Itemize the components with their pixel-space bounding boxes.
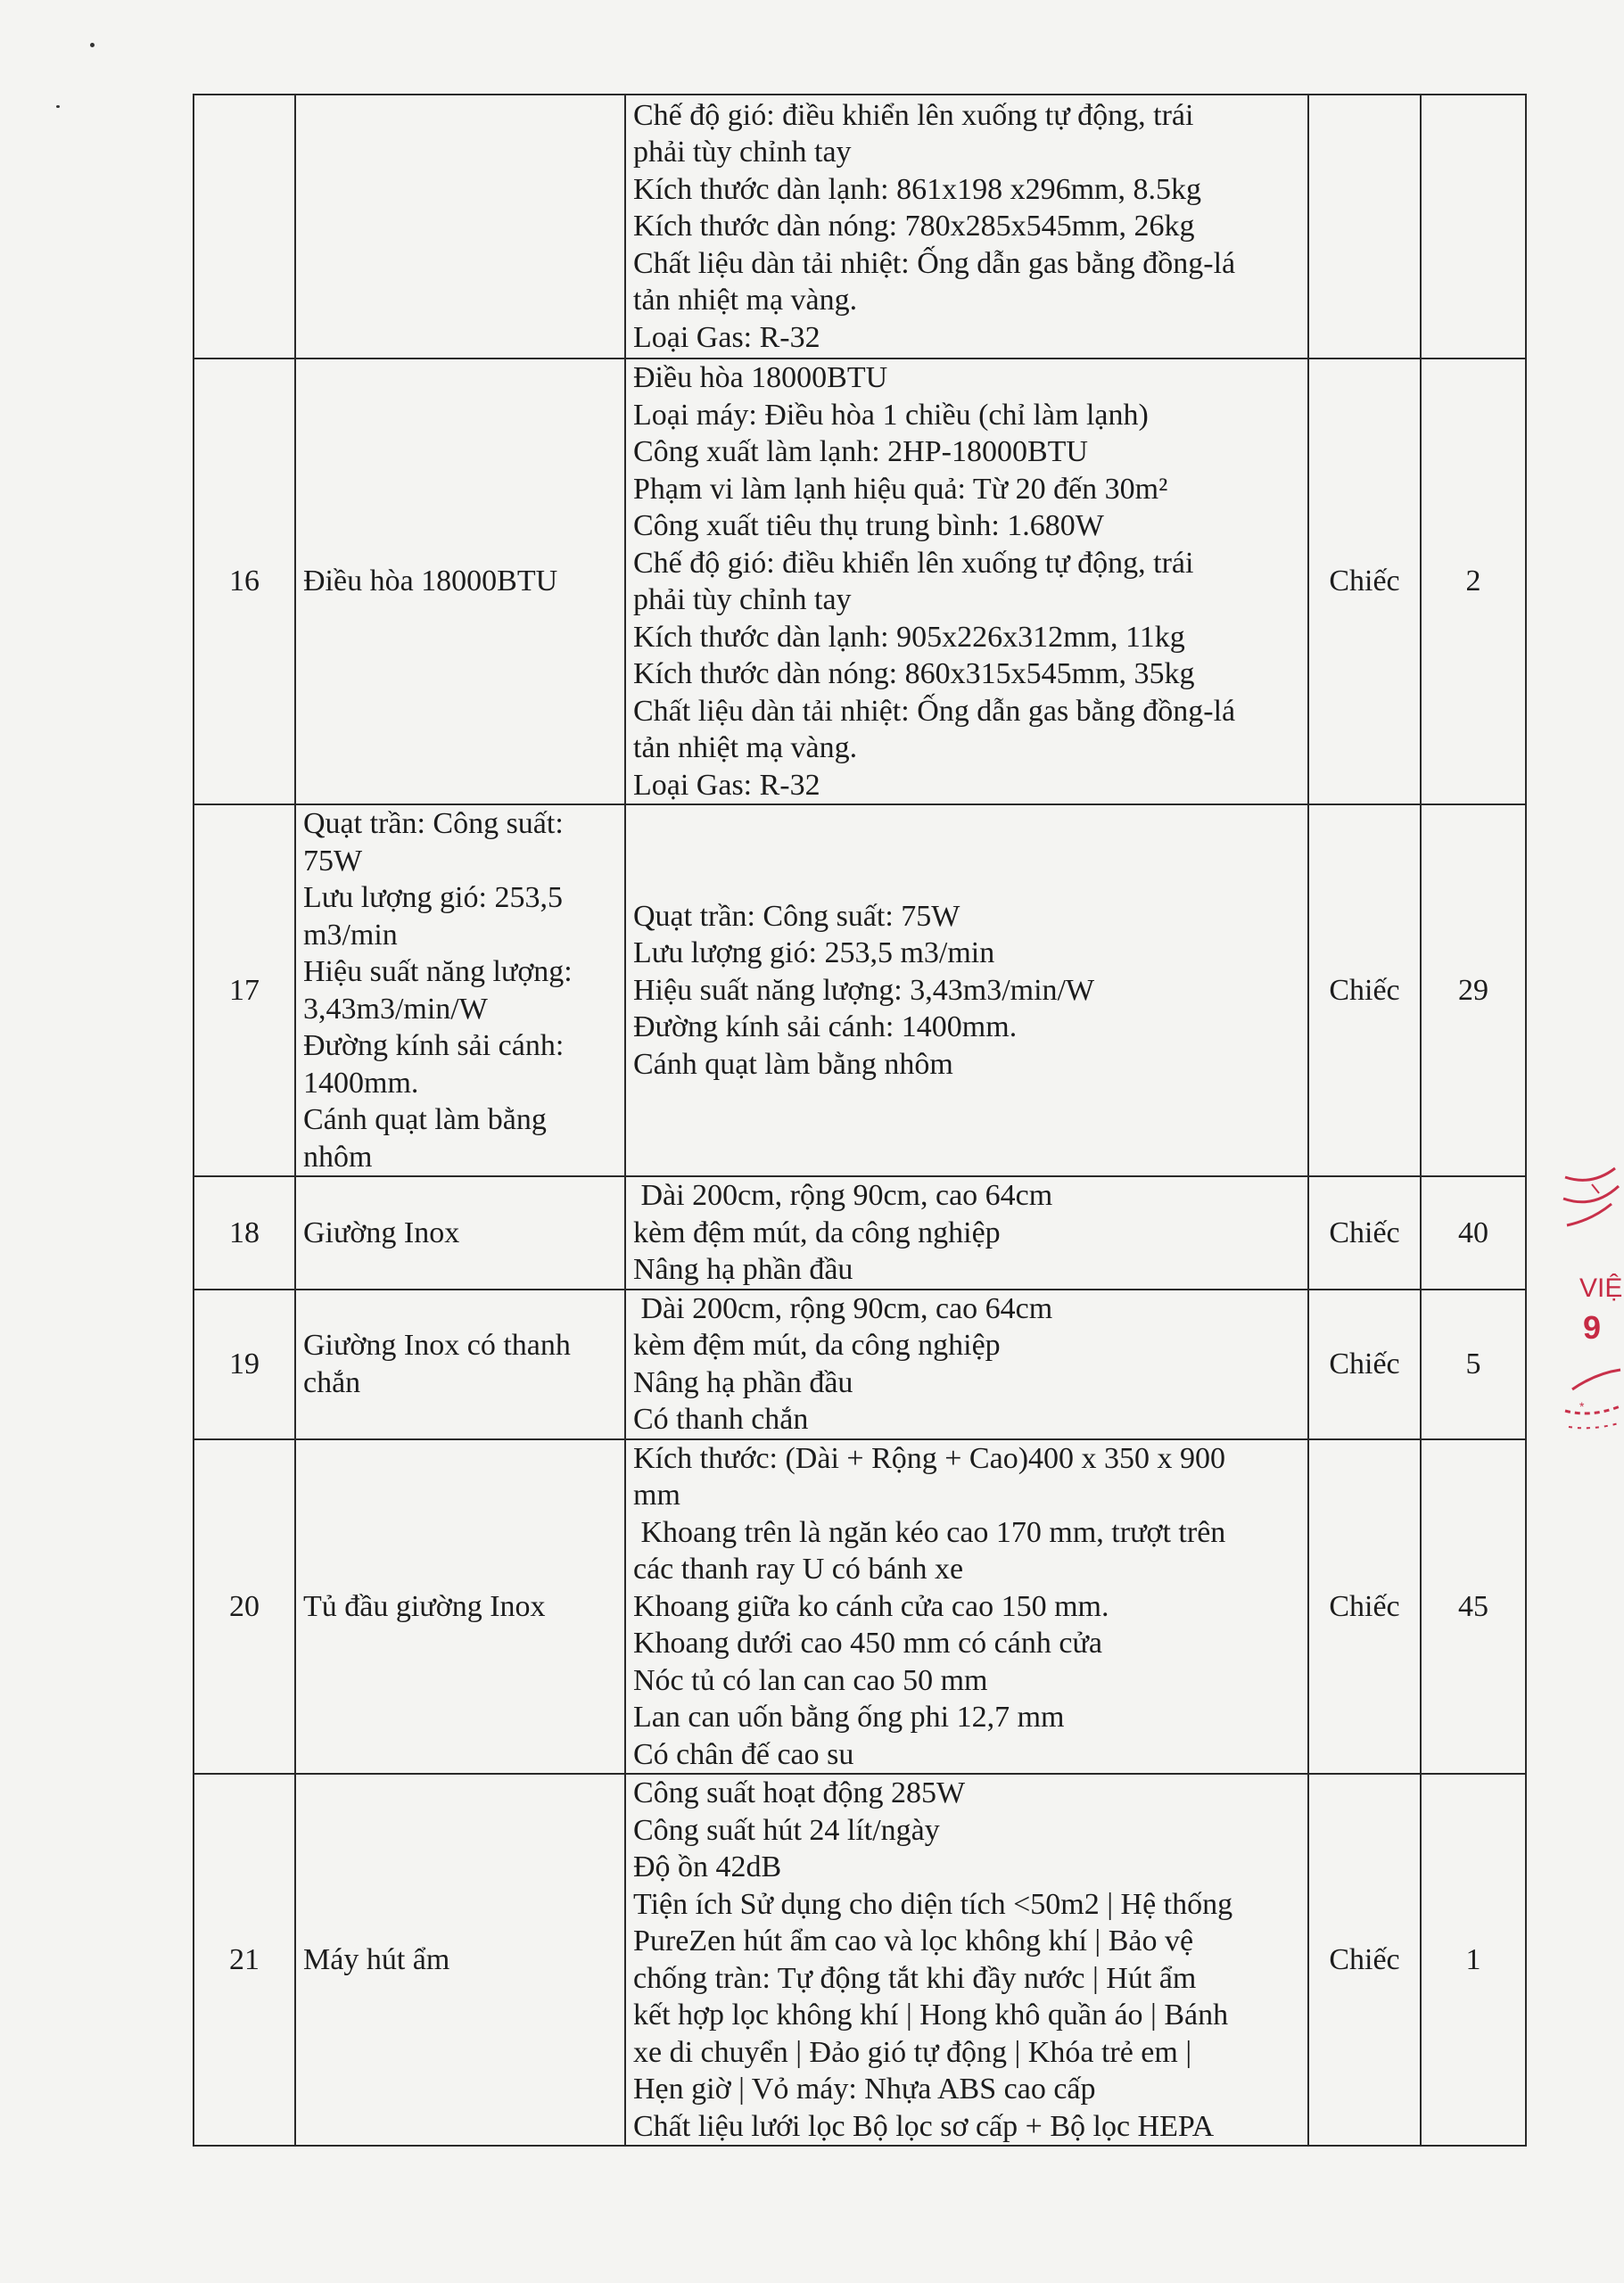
table-row [194, 1290, 1526, 1439]
desc-line: Công xuất làm lạnh: 2HP-18000BTU [633, 435, 1088, 468]
name-cell [295, 359, 625, 804]
desc-line: Khoang giữa ko cánh cửa cao 150 mm. [633, 1589, 1109, 1623]
table-row [194, 1439, 1526, 1775]
desc-line: Kích thước: (Dài + Rộng + Cao)400 x 350 x 900 [633, 1441, 1226, 1475]
desc-line: Nóc tủ có lan can cao 50 mm [633, 1663, 988, 1697]
desc-line: Chất liệu lưới lọc Bộ lọc sơ cấp + Bộ lọc HEPA [633, 2109, 1215, 2143]
desc-line: Hiệu suất năng lượng: 3,43m3/min/W [633, 973, 1095, 1007]
svg-text:*: * [1579, 1399, 1585, 1413]
unit-cell: Chiếc [1308, 1290, 1421, 1439]
table-row [194, 1176, 1526, 1290]
desc-line: Kích thước dàn lạnh: 905x226x312mm, 11kg [633, 620, 1185, 654]
unit-cell: Chiếc [1308, 1439, 1421, 1775]
name-cell [295, 1176, 625, 1290]
desc-line: Đường kính sải cánh: 1400mm. [633, 1010, 1018, 1044]
desc-line: Kích thước dàn lạnh: 861x198 x296mm, 8.5kg [633, 172, 1202, 206]
name-cell [295, 1290, 625, 1439]
stt-cell: 18 [194, 1176, 295, 1290]
desc-line: Cánh quạt làm bằng nhôm [633, 1047, 953, 1081]
desc-line: Điều hòa 18000BTU [633, 361, 888, 394]
stt-cell: 21 [194, 1774, 295, 2146]
name-cell [295, 1774, 625, 2146]
desc-line: Khoang dưới cao 450 mm có cánh cửa [633, 1627, 1102, 1660]
desc-line: Chất liệu dàn tải nhiệt: Ống dẫn gas bằng đồng-lá [633, 246, 1236, 280]
desc-line: xe di chuyển | Đảo gió tự động | Khóa trẻ em | [633, 2035, 1192, 2069]
unit-cell: Chiếc [1308, 804, 1421, 1176]
equipment-table [193, 94, 1527, 2147]
desc-line: Loại máy: Điều hòa 1 chiều (chỉ làm lạnh) [633, 398, 1149, 432]
scan-speck [56, 105, 60, 108]
qty-cell: 40 [1421, 1176, 1526, 1290]
item-name: Giường Inox [303, 1216, 460, 1249]
desc-line: Quạt trần: Công suất: 75W [633, 899, 960, 933]
desc-line: tản nhiệt mạ vàng. [633, 284, 858, 317]
desc-line: Công suất hút 24 lít/ngày [633, 1813, 940, 1847]
desc-cell [625, 95, 1308, 359]
stt-cell: 20 [194, 1439, 295, 1775]
item-name: Máy hút ẩm [303, 1942, 450, 1976]
desc-line: PureZen hút ẩm cao và lọc không khí | Bảo vệ [633, 1924, 1194, 1957]
desc-line: phải tùy chỉnh tay [633, 136, 852, 169]
desc-cell [625, 359, 1308, 804]
desc-line: kèm đệm mút, da công nghiệp [633, 1329, 1001, 1362]
desc-line: Phạm vi làm lạnh hiệu quả: Từ 20 đến 30m² [633, 472, 1168, 506]
scan-speck [90, 43, 95, 47]
stt-cell [194, 95, 295, 359]
desc-line: Nâng hạ phần đầu [633, 1365, 853, 1399]
table-row-continuation [194, 95, 1526, 359]
desc-line: Lan can uốn bằng ống phi 12,7 mm [633, 1701, 1065, 1734]
desc-cell [625, 804, 1308, 1176]
desc-line: Lưu lượng gió: 253,5 m3/min [633, 936, 995, 970]
unit-cell [1308, 95, 1421, 359]
item-name: Quạt trần: Công suất: 75W Lưu lượng gió: 253,5 m3/min Hiệu suất năng lượng: 3,43m3/min/W Đường kính sải cánh: 1400mm. Cánh quạt làm bằng nhôm [303, 807, 573, 1174]
desc-line: Nâng hạ phần đầu [633, 1253, 853, 1286]
desc-line: Khoang trên là ngăn kéo cao 170 mm, trượt trên [633, 1515, 1226, 1549]
desc-cell [625, 1290, 1308, 1439]
official-stamp [1556, 1159, 1624, 1463]
desc-line: mm [633, 1479, 680, 1512]
desc-line: Độ ồn 42dB [633, 1850, 782, 1883]
desc-cell [625, 1774, 1308, 2146]
table-row [194, 1774, 1526, 2146]
desc-line: Tiện ích Sử dụng cho diện tích <50m2 | Hệ thống [633, 1887, 1233, 1921]
qty-cell: 5 [1421, 1290, 1526, 1439]
desc-line: Chế độ gió: điều khiển lên xuống tự động, trái [633, 98, 1194, 132]
item-name: Điều hòa 18000BTU [303, 565, 558, 598]
desc-line: Có chân đế cao su [633, 1737, 854, 1771]
desc-line: Dài 200cm, rộng 90cm, cao 64cm [633, 1291, 1053, 1325]
desc-cell [625, 1439, 1308, 1775]
desc-line: Dài 200cm, rộng 90cm, cao 64cm [633, 1179, 1053, 1212]
unit-cell: Chiếc [1308, 1176, 1421, 1290]
item-name: Giường Inox có thanh chắn [303, 1329, 579, 1399]
desc-line: Loại Gas: R-32 [633, 320, 820, 354]
table-row [194, 804, 1526, 1176]
stt-cell: 16 [194, 359, 295, 804]
desc-cell [625, 1176, 1308, 1290]
desc-line: chống tràn: Tự động tắt khi đầy nước | Hút ẩm [633, 1961, 1197, 1995]
qty-cell [1421, 95, 1526, 359]
desc-line: các thanh ray U có bánh xe [633, 1553, 964, 1586]
name-cell [295, 1439, 625, 1775]
desc-line: Chất liệu dàn tải nhiệt: Ống dẫn gas bằng đồng-lá [633, 694, 1236, 728]
name-cell [295, 95, 625, 359]
name-cell [295, 804, 625, 1176]
desc-line: Chế độ gió: điều khiển lên xuống tự động, trái [633, 546, 1194, 580]
desc-line: kèm đệm mút, da công nghiệp [633, 1216, 1001, 1249]
desc-line: Loại Gas: R-32 [633, 768, 820, 802]
desc-line: Công suất hoạt động 285W [633, 1776, 966, 1809]
desc-line: Kích thước dàn nóng: 860x315x545mm, 35kg [633, 657, 1195, 690]
stamp-text: VIỆ [1579, 1273, 1623, 1303]
desc-line: phải tùy chỉnh tay [633, 583, 852, 616]
qty-cell: 2 [1421, 359, 1526, 804]
qty-cell: 1 [1421, 1774, 1526, 2146]
qty-cell: 29 [1421, 804, 1526, 1176]
desc-line: Hẹn giờ | Vỏ máy: Nhựa ABS cao cấp [633, 2073, 1096, 2106]
desc-line: Kích thước dàn nóng: 780x285x545mm, 26kg [633, 210, 1195, 243]
unit-cell: Chiếc [1308, 359, 1421, 804]
desc-line: Công xuất tiêu thụ trung bình: 1.680W [633, 509, 1104, 542]
stt-cell: 17 [194, 804, 295, 1176]
desc-line: tản nhiệt mạ vàng. [633, 731, 858, 764]
desc-line: Có thanh chắn [633, 1403, 809, 1436]
desc-line: kết hợp lọc không khí | Hong khô quần áo | Bánh [633, 1999, 1229, 2032]
table-row [194, 359, 1526, 804]
unit-cell: Chiếc [1308, 1774, 1421, 2146]
qty-cell: 45 [1421, 1439, 1526, 1775]
stamp-text: 9 [1583, 1309, 1602, 1346]
item-name: Tủ đầu giường Inox [303, 1589, 546, 1623]
stt-cell: 19 [194, 1290, 295, 1439]
